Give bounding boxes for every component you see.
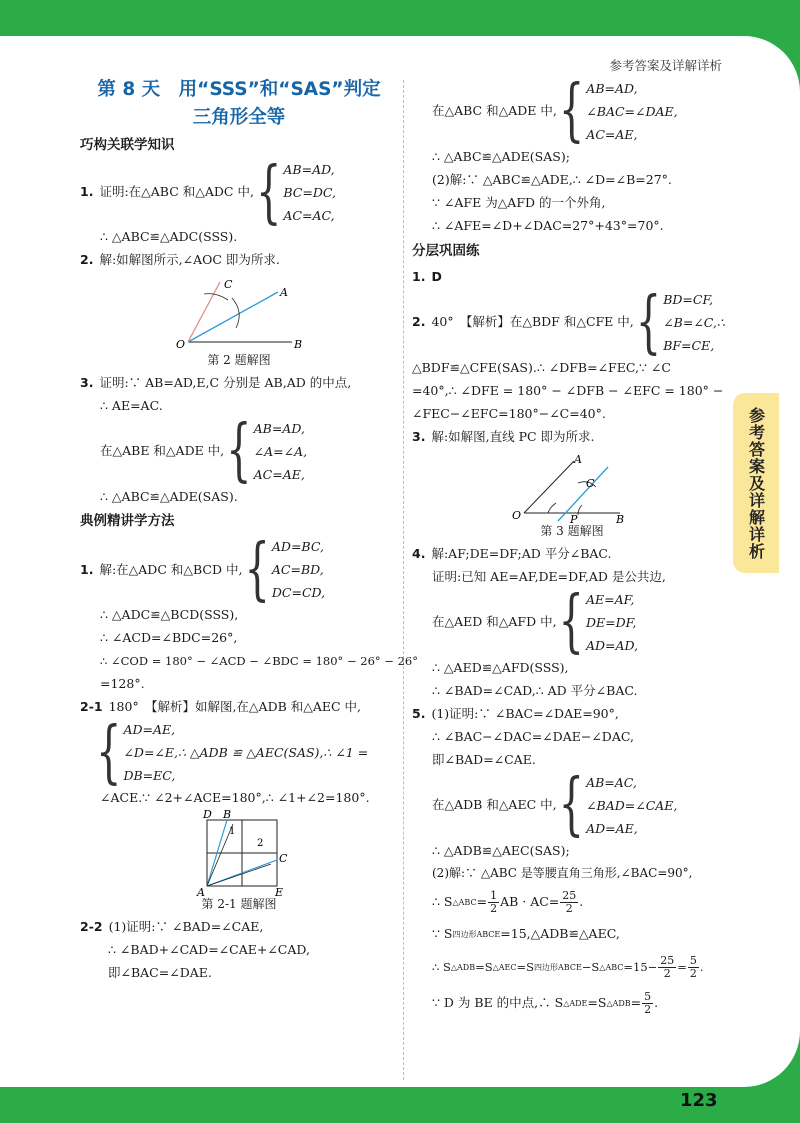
brace-symbol: {: [244, 530, 270, 609]
system-line: AC=BD,: [271, 562, 324, 578]
brace-symbol: {: [226, 412, 252, 491]
problem-text: 解:在△ADC 和△BCD 中,: [99, 561, 243, 577]
equation-system: [224, 412, 308, 491]
step-line: =40°,∴ ∠DFE = 180° − ∠DFB − ∠EFC = 180° −: [412, 382, 724, 398]
point-label: A: [574, 452, 582, 466]
system-block: [412, 766, 732, 845]
step-line: ∴ △AED≌△AFD(SSS),: [432, 659, 569, 675]
formula-text: =S: [587, 995, 607, 1011]
fraction: $\frac{1}{2}$: [490, 888, 498, 915]
subscript: △ADB: [606, 998, 631, 1008]
equation-system: [557, 583, 639, 662]
figure-caption: 第 3 题解图: [540, 523, 604, 538]
point-label: B: [294, 337, 303, 351]
brace-symbol: {: [558, 766, 585, 845]
exercise-3: [412, 426, 732, 449]
system-line: ∠BAC=∠DAE,: [586, 103, 678, 119]
step-line: △BDF≌△CFE(SAS).∴ ∠DFB=∠FEC,∵ ∠C: [412, 359, 671, 375]
system-line: BD=CF,: [663, 292, 714, 308]
formula-text: .: [654, 995, 659, 1011]
formula-text: AB · AC=: [500, 894, 560, 910]
figure-problem-3: [412, 453, 732, 539]
step-line: =128°.: [100, 676, 145, 692]
system-block: [80, 713, 398, 792]
system-line: AD=BC,: [271, 539, 324, 555]
point-label: O: [176, 337, 186, 351]
section-heading: 巧构关联学知识: [80, 137, 175, 153]
system-line: AD=AD,: [586, 637, 639, 653]
conclusion: ∴ △ABC≌△ADE(SAS).: [100, 488, 238, 504]
system-line: AB=AD,: [283, 162, 335, 178]
problem-text: 解:如解图所示,∠AOC 即为所求.: [99, 251, 280, 267]
fraction: $\frac{5}{2}$: [644, 989, 652, 1016]
step-line: ∴ ∠BAD=∠CAD,∴ AD 平分∠BAC.: [432, 682, 638, 698]
problem-2: [80, 249, 398, 272]
system-line: AE=AF,: [586, 591, 635, 607]
example-2-2: [80, 916, 398, 939]
step-line: (2)解:∵ △ABC 是等腰直角三角形,∠BAC=90°,: [432, 865, 693, 880]
system-line: AD=AE,: [586, 820, 638, 836]
step-line: ∠FEC−∠EFC=180°−∠C=40°.: [412, 405, 606, 421]
exercise-4: [412, 542, 732, 565]
point-label: E: [275, 885, 284, 899]
step-line: ∴ △ADC≌△BCD(SSS),: [100, 607, 239, 623]
problem-text: 解:如解图,直线 PC 即为所求.: [431, 428, 595, 444]
problem-1: [80, 153, 398, 232]
section-tab[interactable]: [733, 393, 779, 573]
angle-bisector-figure: [512, 453, 632, 525]
subscript: 四边形ABCE: [452, 929, 501, 939]
equation-system: [557, 71, 678, 151]
angle-label: 1: [229, 825, 236, 837]
system-line: AB=AC,: [586, 774, 637, 790]
system-line: AC=AE,: [586, 126, 638, 142]
problem-number: 2-1: [80, 699, 103, 715]
system-line: DC=CD,: [271, 585, 326, 601]
system-line: AC=AC,: [283, 208, 335, 224]
formula-text: .: [579, 894, 584, 910]
example-2-1: [80, 696, 398, 719]
section-heading: 分层巩固练: [412, 243, 480, 259]
area-formula-2: [412, 919, 732, 949]
formula-text: =15,△ADB≌△AEC,: [500, 926, 620, 942]
problem-text: 解:AF;DE=DF;AD 平分∠BAC.: [431, 545, 612, 561]
running-header: 参考答案及详解详析: [609, 58, 722, 73]
system-line: AB=AD,: [586, 80, 638, 96]
problem-text: 180° 【解析】如解图,在△ADB 和△AEC 中,: [108, 699, 362, 715]
system-block: [412, 583, 732, 662]
step-line: ∴ ∠AFE=∠D+∠DAC=27°+43°=70°.: [432, 218, 664, 234]
equation-system: [94, 713, 369, 792]
figure-problem-2: [80, 276, 398, 368]
step-line: 即∠BAC=∠DAE.: [108, 964, 212, 980]
problem-number: 3.: [80, 374, 94, 390]
step-line: 即∠BAD=∠CAE.: [432, 751, 536, 767]
subscript: △ABC: [452, 897, 477, 907]
angle-label: 2: [257, 837, 264, 849]
subscript: △ADE: [563, 998, 588, 1008]
system-intro: 在△ABC 和△ADE 中,: [432, 102, 557, 118]
square-figure: [189, 807, 289, 899]
point-label: C: [586, 476, 595, 490]
problem-number: 5.: [412, 705, 426, 721]
problem-text: (1)证明:∵ ∠BAC=∠DAE=90°,: [431, 705, 619, 721]
problem-text: 证明:在△ABC 和△ADC 中,: [99, 184, 254, 200]
system-line: DB=EC,: [123, 768, 176, 784]
exercise-5: [412, 702, 732, 725]
equation-system: [254, 153, 336, 232]
formula-text: .: [699, 959, 704, 974]
area-formula-4: [412, 985, 732, 1021]
lesson-title: [80, 76, 398, 132]
point-label: D: [203, 807, 212, 821]
point-label: O: [512, 508, 522, 522]
system-intro: 在△ABE 和△ADE 中,: [100, 443, 225, 459]
formula-text: ∴ S: [432, 959, 451, 974]
fraction: $\frac{25}{2}$: [660, 953, 675, 980]
problem-number: 1.: [80, 561, 94, 577]
exercise-1: [412, 266, 732, 289]
problem-number: 2.: [412, 314, 426, 330]
formula-text: =: [630, 995, 642, 1011]
system-line: ∠D=∠E,∴ △ADB ≌ △AEC(SAS),∴ ∠1 =: [123, 745, 369, 761]
problem-text: 证明:∵ AB=AD,E,C 分别是 AB,AD 的中点,: [99, 374, 352, 390]
equation-system: [557, 766, 678, 845]
figure-problem-2-1: [80, 807, 398, 912]
problem-number: 2-2: [80, 918, 103, 934]
page-number: 123: [680, 1090, 718, 1111]
subscript: 四边形ABCE: [534, 962, 582, 972]
point-label: C: [279, 851, 288, 865]
point-label: A: [280, 285, 288, 299]
point-label: A: [197, 885, 205, 899]
system-line: BF=CE,: [663, 338, 715, 354]
column-divider: [403, 80, 404, 1080]
formula-text: =S: [475, 959, 493, 974]
problem-number: 3.: [412, 428, 426, 444]
step-line: (2)解:∵ △ABC≌△ADE,∴ ∠D=∠B=27°.: [432, 172, 672, 188]
title-line-1: 第 8 天 用“SSS”和“SAS”判定: [97, 79, 381, 100]
answer-text: D: [431, 268, 442, 284]
system-line: ∠A=∠A,: [253, 443, 308, 459]
step-line: ∴ ∠ACD=∠BDC=26°,: [100, 630, 238, 646]
example-1: [80, 530, 398, 609]
subscript: △ABC: [599, 962, 624, 972]
point-label: P: [570, 512, 578, 526]
system-line: AC=AE,: [253, 466, 305, 482]
system-line: BC=DC,: [283, 185, 336, 201]
angle-figure: [174, 276, 304, 354]
step-line: ∴ ∠BAD+∠CAD=∠CAE+∠CAD,: [108, 941, 310, 957]
problem-3: [80, 371, 398, 394]
system-block: [80, 412, 398, 491]
system-line: AD=AE,: [123, 722, 176, 738]
equation-system: [634, 283, 725, 362]
figure-caption: 第 2 题解图: [207, 352, 271, 367]
left-column: [80, 76, 418, 985]
problem-number: 4.: [412, 545, 426, 561]
step-line: ∴ ∠COD = 180° − ∠ACD − ∠BDC = 180° − 26° − 26°: [100, 653, 418, 668]
system-line: AB=AD,: [253, 420, 305, 436]
conclusion: ∴ △ABC≌△ADC(SSS).: [100, 228, 238, 244]
problem-number: 2.: [80, 251, 94, 267]
system-intro: 在△AED 和△AFD 中,: [432, 614, 557, 630]
subscript: △ADB: [450, 962, 476, 972]
problem-number: 1.: [412, 268, 426, 284]
brace-symbol: {: [255, 153, 282, 232]
formula-text: ∵ D 为 BE 的中点,∴ S: [432, 995, 564, 1011]
figure-caption: 第 2-1 题解图: [201, 896, 277, 911]
brace-symbol: {: [558, 71, 585, 151]
system-line: ∠B=∠C,∴: [663, 315, 725, 331]
problem-text: 40° 【解析】在△BDF 和△CFE 中,: [431, 314, 634, 330]
fraction: $\frac{5}{2}$: [689, 953, 697, 980]
point-label: B: [616, 512, 625, 526]
step-line: ∴ ∠BAC−∠DAC=∠DAE−∠DAC,: [432, 728, 634, 744]
step-line: 证明:已知 AE=AF,DE=DF,AD 是公共边,: [432, 568, 666, 584]
section-tab-label: 参考答案及详解详析: [746, 406, 766, 560]
system-line: DE=DF,: [586, 614, 637, 630]
brace-symbol: {: [635, 283, 662, 362]
problem-text: (1)证明:∵ ∠BAD=∠CAE,: [108, 918, 264, 934]
step-line: ∴ △ADB≌△AEC(SAS);: [432, 842, 570, 858]
point-label: C: [224, 277, 233, 291]
step-line: ∵ ∠AFE 为△AFD 的一个外角,: [432, 195, 606, 211]
brace-symbol: {: [558, 583, 584, 662]
right-column: [412, 71, 732, 1021]
equation-system: [242, 530, 326, 609]
title-line-2: 三角形全等: [192, 107, 286, 128]
system-intro: 在△ADB 和△AEC 中,: [432, 797, 557, 813]
subscript: △AEC: [492, 962, 517, 972]
formula-text: =: [476, 894, 488, 910]
step-line: ∴ △ABC≌△ADE(SAS);: [432, 149, 570, 165]
formula-text: =15−: [623, 959, 658, 974]
exercise-2: [412, 283, 732, 362]
area-formula-1: [412, 885, 732, 919]
point-label: B: [223, 807, 232, 821]
system-block: [412, 71, 732, 151]
answer-sheet: [0, 36, 800, 1111]
problem-number: 1.: [80, 184, 94, 200]
step-line: ∠ACE.∵ ∠2+∠ACE=180°,∴ ∠1+∠2=180°.: [100, 790, 370, 806]
step-line: ∴ AE=AC.: [100, 397, 163, 413]
formula-text: =S: [516, 959, 535, 974]
formula-text: =: [677, 959, 687, 974]
system-line: ∠BAD=∠CAE,: [586, 797, 678, 813]
fraction: $\frac{25}{2}$: [562, 888, 577, 915]
formula-text: ∴ S: [432, 894, 453, 910]
brace-symbol: {: [96, 713, 122, 792]
section-heading: 典例精讲学方法: [80, 513, 175, 530]
area-formula-3: [412, 949, 732, 985]
formula-text: −S: [581, 959, 600, 974]
formula-text: ∵ S: [432, 926, 453, 942]
